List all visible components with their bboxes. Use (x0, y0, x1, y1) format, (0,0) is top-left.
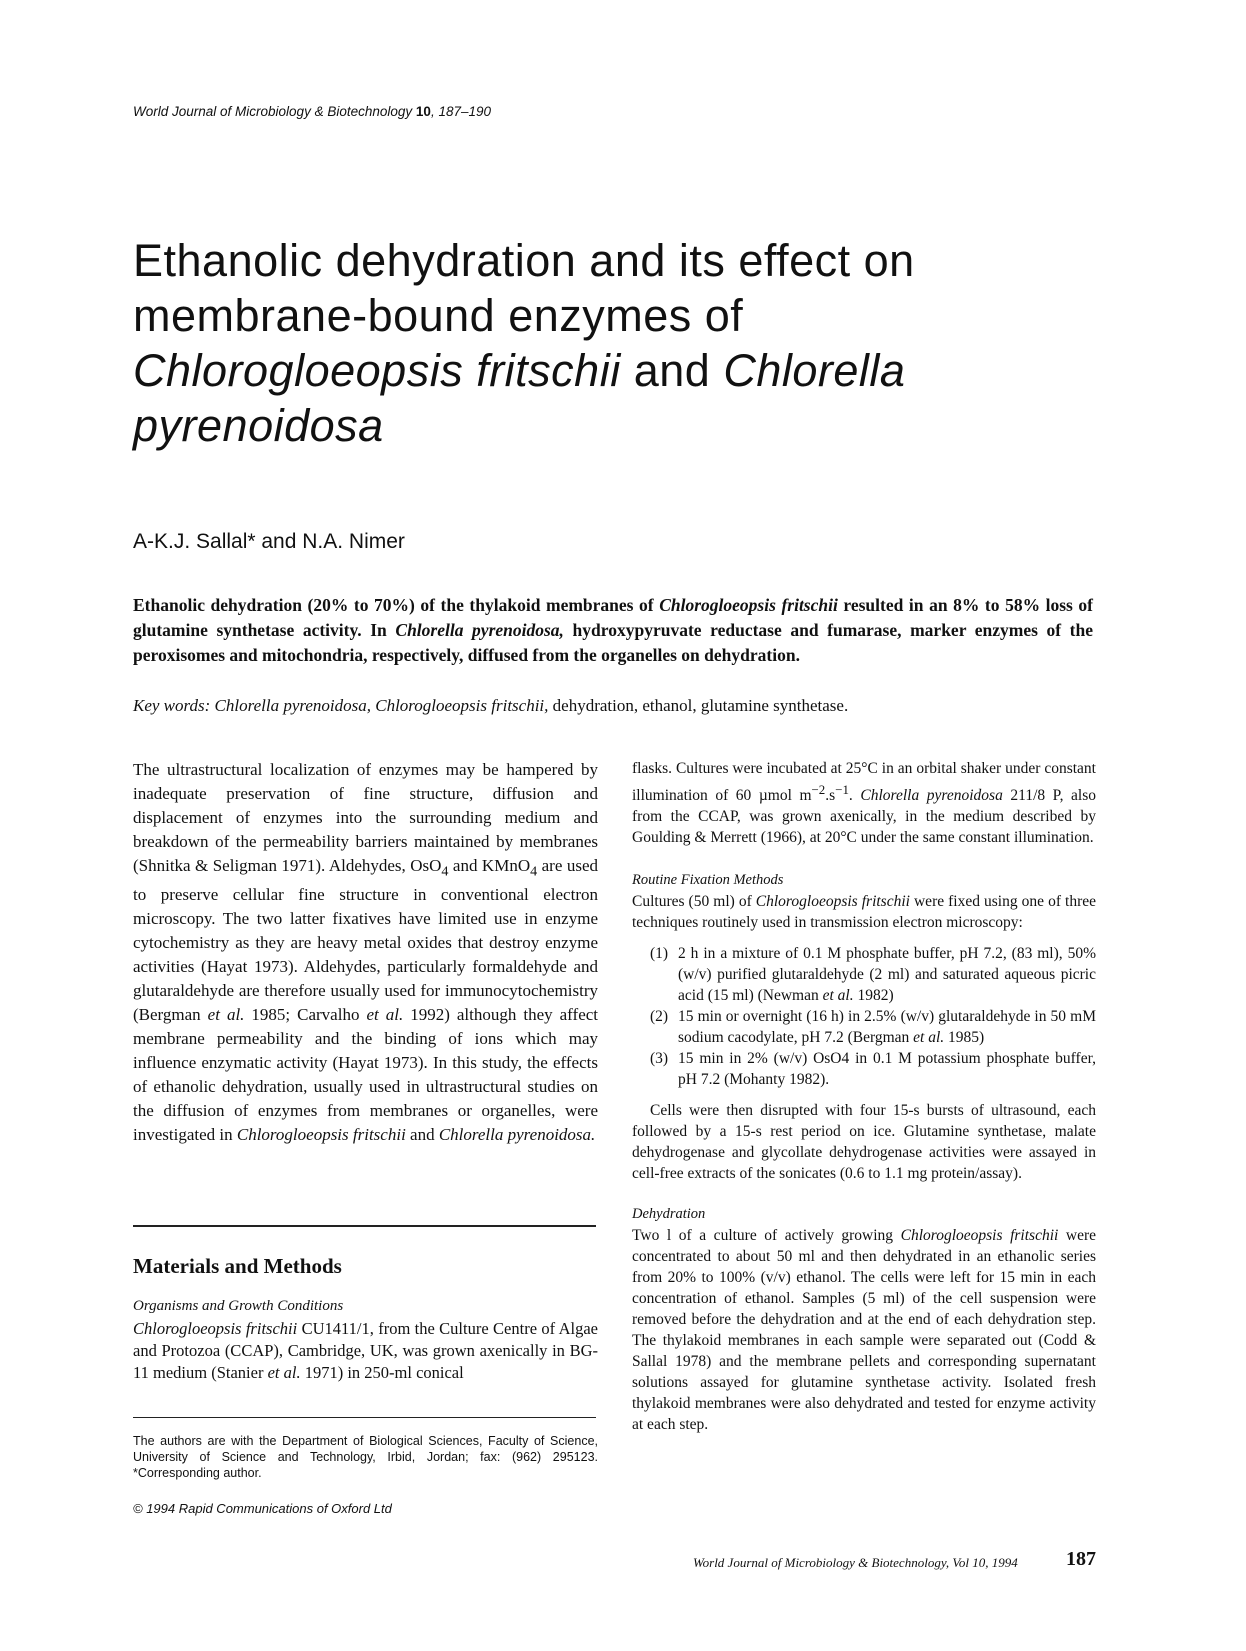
title-line-4: pyrenoidosa (133, 400, 384, 451)
list-item-etal: et al. (822, 987, 854, 1005)
dehydration-text-a: Two l of a culture of actively growing (632, 1227, 901, 1245)
list-item-number: (2) (650, 1008, 669, 1026)
title-line-3 (133, 343, 1033, 398)
author-affiliation-footnote: The authors are with the Department of Biological Sciences, Faculty of Science, University of Science and Technology, Irbid, Jordan; fax: (962) 295123. *Corresponding author. (133, 1434, 598, 1480)
keywords-species: Chlorella pyrenoidosa, Chlorogloeopsis fritschii, (214, 696, 549, 715)
list-item (632, 1048, 1096, 1090)
culture-species: Chlorella pyrenoidosa (860, 787, 1003, 805)
fixation-paragraph (632, 891, 1096, 933)
culture-text-b: .s (825, 787, 836, 805)
article-title (133, 233, 1033, 453)
organisms-species: Chlorogloeopsis fritschii (133, 1319, 298, 1338)
section-divider (133, 1225, 596, 1227)
volume-number: 10 (415, 104, 431, 119)
dehydration-species: Chlorogloeopsis fritschii (900, 1227, 1059, 1245)
organisms-text-1: CU1411/1, from the Culture Centre of Algae and Protozoa (CCAP), Cambridge, UK, was grown axenically in BG-11 medium (Stanier (133, 1319, 598, 1382)
materials-methods-heading: Materials and Methods (133, 1254, 342, 1278)
intro-etal-2: et al. (366, 1005, 404, 1025)
page-number: 187 (1066, 1548, 1096, 1570)
fixation-subheading: Routine Fixation Methods (632, 872, 784, 889)
intro-text-a: The ultrastructural localization of enzymes may be hampered by inadequate preservation of fine structure, diffusion and displacement of enzymes into the surrounding medium and breakdown of the permeability barriers maintained by membranes (Shnitka & Seligman 1971). Aldehydes, OsO (133, 760, 598, 875)
introduction (133, 758, 598, 1147)
intro-text-e: 1992) although they affect membrane permeability and the binding of ions which may influence enzymatic activity (Hayat 1973). In this study, the effects of ethanolic dehydration, usually used in ultrastructural studies on the diffusion of enzymes from membranes or organelles, were investigated in (133, 1005, 599, 1145)
culture-text-a: flasks. Cultures were incubated at 25°C in an orbital shaker under constant illumination of 60 µmol m (632, 760, 1096, 805)
list-item (632, 1006, 1096, 1048)
abstract-text-3: hydroxypyruvate reductase and fumarase, marker enzymes of the peroxisomes and mitochondria, respectively, diffused from the organelles on dehydration. (133, 620, 1094, 665)
intro-paragraph (133, 758, 598, 1147)
list-item-text: 15 min or overnight (16 h) in 2.5% (w/v) glutaraldehyde in 50 mM sodium cacodylate, pH 7.2 (Bergman (678, 1008, 1096, 1047)
list-item-text: 15 min in 2% (w/v) OsO (678, 1050, 842, 1068)
copyright: © 1994 Rapid Communications of Oxford Ltd (133, 1501, 392, 1516)
culture-text-c: . (848, 787, 861, 805)
organisms-text (133, 1318, 598, 1384)
culture-sup-2: −1 (835, 782, 849, 797)
right-column (632, 758, 1096, 1435)
title-and: and (633, 345, 711, 396)
dehydration-subheading: Dehydration (632, 1206, 706, 1223)
title-species-2: Chlorella (723, 345, 906, 396)
dehydration-paragraph (632, 1225, 1096, 1435)
dehydration-text-b: were concentrated to about 50 ml and then dehydrated in an ethanolic series from 20% to 100% (v/v) ethanol. The cells were left for 15 min in each concentration of ethanol. Samples (5 ml) of the cell suspension were removed before the dehydration and at the end of each dehydration step. The thylakoid membranes in each sample were separated out (Codd & Sallal 1978) and the membrane pellets and corresponding supernatant solutions assayed for glutamine synthetase activity. Isolated fresh thylakoid membranes were also dehydrated and tested for enzyme activity at each step. (632, 1227, 1096, 1434)
keywords-label: Key words: (133, 696, 211, 715)
title-line-2: membrane-bound enzymes of (133, 290, 744, 341)
list-item-text-end: 1985) (944, 1029, 985, 1047)
abstract-species-2: Chlorella pyrenoidosa, (395, 620, 564, 640)
list-item-number: (3) (650, 1050, 669, 1068)
authors: A-K.J. Sallal* and N.A. Nimer (133, 530, 405, 553)
list-item (632, 943, 1096, 1006)
intro-sub-2: 4 (530, 863, 538, 880)
intro-species-1: Chlorogloeopsis fritschii (236, 1125, 406, 1145)
fixation-text-b: were fixed using one of three techniques routinely used in transmission electron microscopy: (632, 893, 1096, 932)
culture-paragraph (632, 758, 1096, 848)
fixation-species: Chlorogloeopsis fritschii (755, 893, 910, 911)
cells-paragraph: Cells were then disrupted with four 15-s bursts of ultrasound, each followed by a 15-s rest period on ice. Glutamine synthetase, malate dehydrogenase and glycollate dehydrogenase activities were assayed in cell-free extracts of the sonicates (0.6 to 1.1 mg protein/assay). (632, 1102, 1096, 1183)
organisms-subheading: Organisms and Growth Conditions (133, 1298, 344, 1314)
list-item-number: (1) (650, 945, 669, 963)
list-item-text: 2 h in a mixture of 0.1 M phosphate buffer, pH 7.2, (83 ml), 50% (w/v) purified glutaraldehyde (2 ml) and saturated aqueous picric acid (15 ml) (Newman (678, 945, 1096, 1005)
list-item-text-end: 4 in 0.1 M potassium phosphate buffer, pH 7.2 (Mohanty 1982). (678, 1050, 1097, 1089)
intro-text-b: and KMnO (448, 856, 531, 875)
abstract-text-1: Ethanolic dehydration (20% to 70%) of the thylakoid membranes of (133, 595, 654, 615)
journal-header: World Journal of Microbiology & Biotechnology 10, 187–190 (133, 104, 492, 119)
page-range: 187–190 (438, 104, 492, 119)
list-item-etal: et al. (913, 1029, 945, 1047)
keywords (133, 696, 1093, 716)
title-species-1: Chlorogloeopsis fritschii (133, 345, 621, 396)
intro-text-f: and (405, 1125, 439, 1145)
culture-text-d: 211/8 P, also from the CCAP, was grown axenically, in the medium described by Goulding & Merrett (1966), at 20°C under the same constant illumination. (632, 787, 1096, 847)
abstract-text-2: resulted in an 8% to 58% loss of glutamine synthetase activity. In (133, 595, 1094, 640)
list-item-text-end: 1982) (853, 987, 894, 1005)
intro-text-c: are used to preserve cellular fine structure in conventional electron microscopy. The two latter fixatives have limited use in enzyme cytochemistry as they are heavy metal oxides that destroy enzyme activities (Hayat 1973). Aldehydes, particularly formaldehyde and glutaraldehyde are therefore usually used for immunocytochemistry (Bergman (133, 856, 598, 1025)
organisms-etal: et al. (267, 1363, 301, 1382)
fixation-methods-list (632, 943, 1096, 1090)
title-line-1: Ethanolic dehydration and its effect on (133, 235, 915, 286)
intro-etal-1: et al. (207, 1005, 245, 1025)
culture-sup-1: −2 (811, 782, 826, 797)
intro-species-2: Chlorella pyrenoidosa. (438, 1125, 596, 1145)
intro-text-d: 1985; Carvalho (244, 1005, 367, 1025)
journal-name: World Journal of Microbiology & Biotechnology (133, 104, 413, 119)
fixation-text-a: Cultures (50 ml) of (632, 893, 756, 911)
abstract (133, 593, 1093, 668)
keywords-rest: dehydration, ethanol, glutamine synthetase. (552, 696, 849, 715)
intro-sub-1: 4 (441, 863, 449, 880)
footnote-divider (133, 1417, 596, 1418)
page-footer-journal: World Journal of Microbiology & Biotechnology, Vol 10, 1994 (693, 1555, 1018, 1570)
organisms-text-2: 1971) in 250-ml conical (300, 1363, 464, 1382)
abstract-species-1: Chlorogloeopsis fritschii (659, 595, 838, 615)
